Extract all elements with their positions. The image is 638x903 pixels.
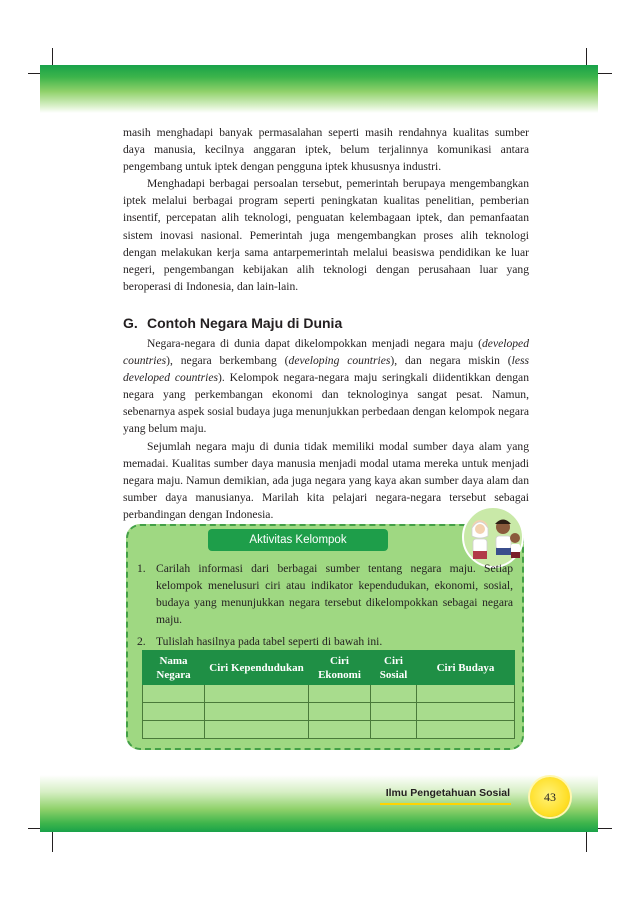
list-number: 1. xyxy=(137,562,146,575)
section-text xyxy=(123,335,529,523)
list-number: 2. xyxy=(137,635,146,649)
table-header: Ciri Budaya xyxy=(417,651,515,685)
page-number: 43 xyxy=(530,777,570,817)
paragraph xyxy=(123,335,529,438)
footer-band xyxy=(40,775,598,832)
section-title: Contoh Negara Maju di Dunia xyxy=(147,315,343,331)
paragraph: Sejumlah negara maju di dunia tidak memiliki modal sumber daya alam yang memadai. Kualitas sumber daya manusia menjadi modal utama mereka untuk menjadi negara maju. Namun demikian, ada juga negara yang kaya akan sumber daya alam dan sumber daya manusianya. Marilah kita pelajari negara-negara tersebut sebagai perbandingan dengan Indonesia. xyxy=(123,439,529,521)
text-run: ). Kelompok negara-negara maju seringkali diidentikkan dengan negara yang perkembangan ekonomi dan teknologinya sangat pesat. Namun, sebenarnya aspek sosial budaya juga menunjukkan perbedaan dengan kelompok negara yang belum maju. xyxy=(123,371,530,436)
table-row xyxy=(143,685,515,703)
list-text: Tulislah hasilnya pada tabel seperti di bawah ini. xyxy=(156,635,383,649)
list-item xyxy=(137,560,517,628)
table-header: Ciri Sosial xyxy=(371,651,417,685)
intro-text xyxy=(123,124,529,295)
activity-list xyxy=(137,560,517,655)
list-item xyxy=(137,633,517,650)
activity-title: Aktivitas Kelompok xyxy=(208,529,388,551)
table-cell[interactable] xyxy=(371,721,417,739)
table-header: Nama Negara xyxy=(143,651,205,685)
table-header: Ciri Ekonomi xyxy=(309,651,371,685)
table-cell[interactable] xyxy=(417,685,515,703)
text-run: Negara-negara di dunia dapat dikelompokkan menjadi negara maju ( xyxy=(147,337,482,350)
table-cell[interactable] xyxy=(143,721,205,739)
table-cell[interactable] xyxy=(371,703,417,721)
table-header: Ciri Kependudukan xyxy=(205,651,309,685)
italic-term: less developed countries xyxy=(123,354,529,385)
table-cell[interactable] xyxy=(205,721,309,739)
table-cell[interactable] xyxy=(205,703,309,721)
section-number: G. xyxy=(123,315,138,331)
table-cell[interactable] xyxy=(417,703,515,721)
table-cell[interactable] xyxy=(309,685,371,703)
table-cell[interactable] xyxy=(417,721,515,739)
paragraph: masih menghadapi banyak permasalahan seperti masih rendahnya kualitas sumber daya manusia, kecilnya anggaran iptek, belum terjalinnya komunikasi antara pengembang untuk iptek dengan pengguna iptek khususnya industri. xyxy=(123,126,529,174)
students-illustration-icon xyxy=(460,506,526,568)
table-cell[interactable] xyxy=(205,685,309,703)
table-row xyxy=(143,703,515,721)
table-header-row xyxy=(143,651,515,685)
table-cell[interactable] xyxy=(309,721,371,739)
paragraph: Menghadapi berbagai persoalan tersebut, pemerintah berupaya mengembangkan iptek melalui berbagai program seperti peningkatan kualitas penelitian, pemberian insentif, percepatan alih teknologi, penguatan kelembagaan iptek, dan pemanfaatan sistem inovasi nasional. Pemerintah juga mengembangkan proses alih teknologi dengan melakukan kerja sama antarpemerintah melalui beasiswa pendidikan ke luar negeri, pengembangan kebijakan alih teknologi dengan perusahaan luar yang beroperasi di Indonesia, dan lain-lain. xyxy=(123,177,529,293)
table-row xyxy=(143,721,515,739)
italic-term: developed countries xyxy=(123,337,529,368)
header-band xyxy=(40,65,598,113)
section-heading xyxy=(123,315,529,331)
book-title: Ilmu Pengetahuan Sosial xyxy=(385,787,510,799)
table-cell[interactable] xyxy=(371,685,417,703)
footer-underline xyxy=(380,803,511,805)
text-run: ), dan negara miskin ( xyxy=(390,354,512,368)
table-cell[interactable] xyxy=(143,685,205,703)
italic-term: developing countries xyxy=(288,354,391,368)
table-cell[interactable] xyxy=(309,703,371,721)
activity-table xyxy=(142,650,515,739)
text-run: ), negara berkembang ( xyxy=(166,354,289,368)
list-text: Carilah informasi dari berbagai sumber tentang negara maju. Setiap kelompok menelusuri ciri atau indikator kependudukan, ekonomi, sosial, budaya yang menunjukkan negara tersebut dikelompokkan sebagai negara maju. xyxy=(156,562,513,627)
table-cell[interactable] xyxy=(143,703,205,721)
